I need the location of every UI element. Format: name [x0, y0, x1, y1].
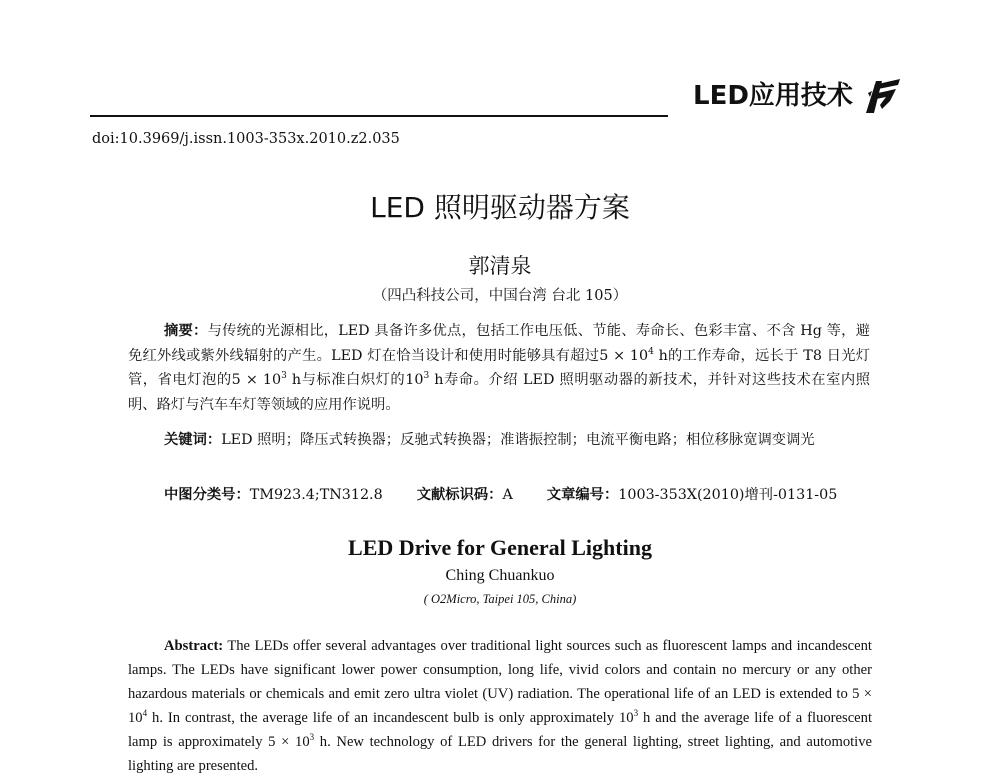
keywords-cn: [128, 428, 870, 453]
affiliation-cn: （四凸科技公司，中国台湾 台北 105）: [372, 288, 628, 304]
classification-line: [164, 484, 837, 504]
affiliation-en: ( O2Micro, Taipei 105, China): [423, 592, 577, 606]
doc-code-value: A: [502, 487, 513, 503]
page-header: [0, 0, 1000, 147]
abstract-en-label: Abstract:: [164, 638, 224, 654]
doi-text: doi:10.3969/j.issn.1003-353x.2010.z2.035: [92, 131, 400, 147]
author-cn: 郭清泉: [468, 254, 532, 278]
journal-logo-icon: [860, 73, 908, 117]
paper-title-cn: LED 照明驱动器方案: [370, 191, 630, 224]
author-en: Ching Chuankuo: [445, 567, 555, 584]
paper-title-en: LED Drive for General Lighting: [348, 535, 652, 560]
doc-code-label: 文献标识码：: [416, 487, 503, 503]
article-number-label: 文章编号：: [546, 487, 619, 503]
journal-brand: LED应用技术: [693, 81, 853, 111]
clc-label: 中图分类号：: [164, 487, 250, 503]
header-rule: [90, 115, 668, 117]
keywords-cn-label: 关键词：: [164, 432, 222, 448]
abstract-cn: 摘要：与传统的光源相比，LED 具备许多优点，包括工作电压低、节能、寿命长、色彩丰富、不含 Hg 等，避免红外线或紫外线辐射的产生。LED 灯在恰当设计和使用时能够具有超过$5 \times 10^4$ h的工作寿命，远长于 T8 日光灯管，省电灯泡的$5 \times 10^3$ h与标准白炽灯的$10^3$ h寿命。介绍 LED 照明驱动器的新技术，并针对这些技术在室内照明、路灯与汽车车灯等领域的应用作说明。: [128, 323, 870, 413]
clc-value: TM923.4;TN312.8: [249, 487, 383, 503]
abstract-cn-label: 摘要：: [164, 323, 208, 339]
keywords-cn-text: LED 照明；降压式转换器；反驰式转换器；准谐振控制；电流平衡电路；相位移脉宽调变调光: [221, 432, 815, 448]
article-number-value: 1003-353X(2010)增刊-0131-05: [618, 487, 838, 503]
abstract-en: Abstract: The LEDs offer several advantages over traditional light sources such as fluorescent lamps and incandescent lamps. The LEDs have significant lower power consumption, long life, vivid colors and contain no mercury or any other hazardous materials or chemicals and emit zero ultra violet (UV) radiation. The operational life of an LED is extended to $5 \times 10^4$ h. In contrast, the average life of an incandescent bulb is only approximately $10^3$ h and the average life of a fluorescent lamp is approximately $5 \times 10^3$ h. New technology of LED drivers for the general lighting, street lighting, and automotive lighting are presented.: [128, 638, 873, 774]
